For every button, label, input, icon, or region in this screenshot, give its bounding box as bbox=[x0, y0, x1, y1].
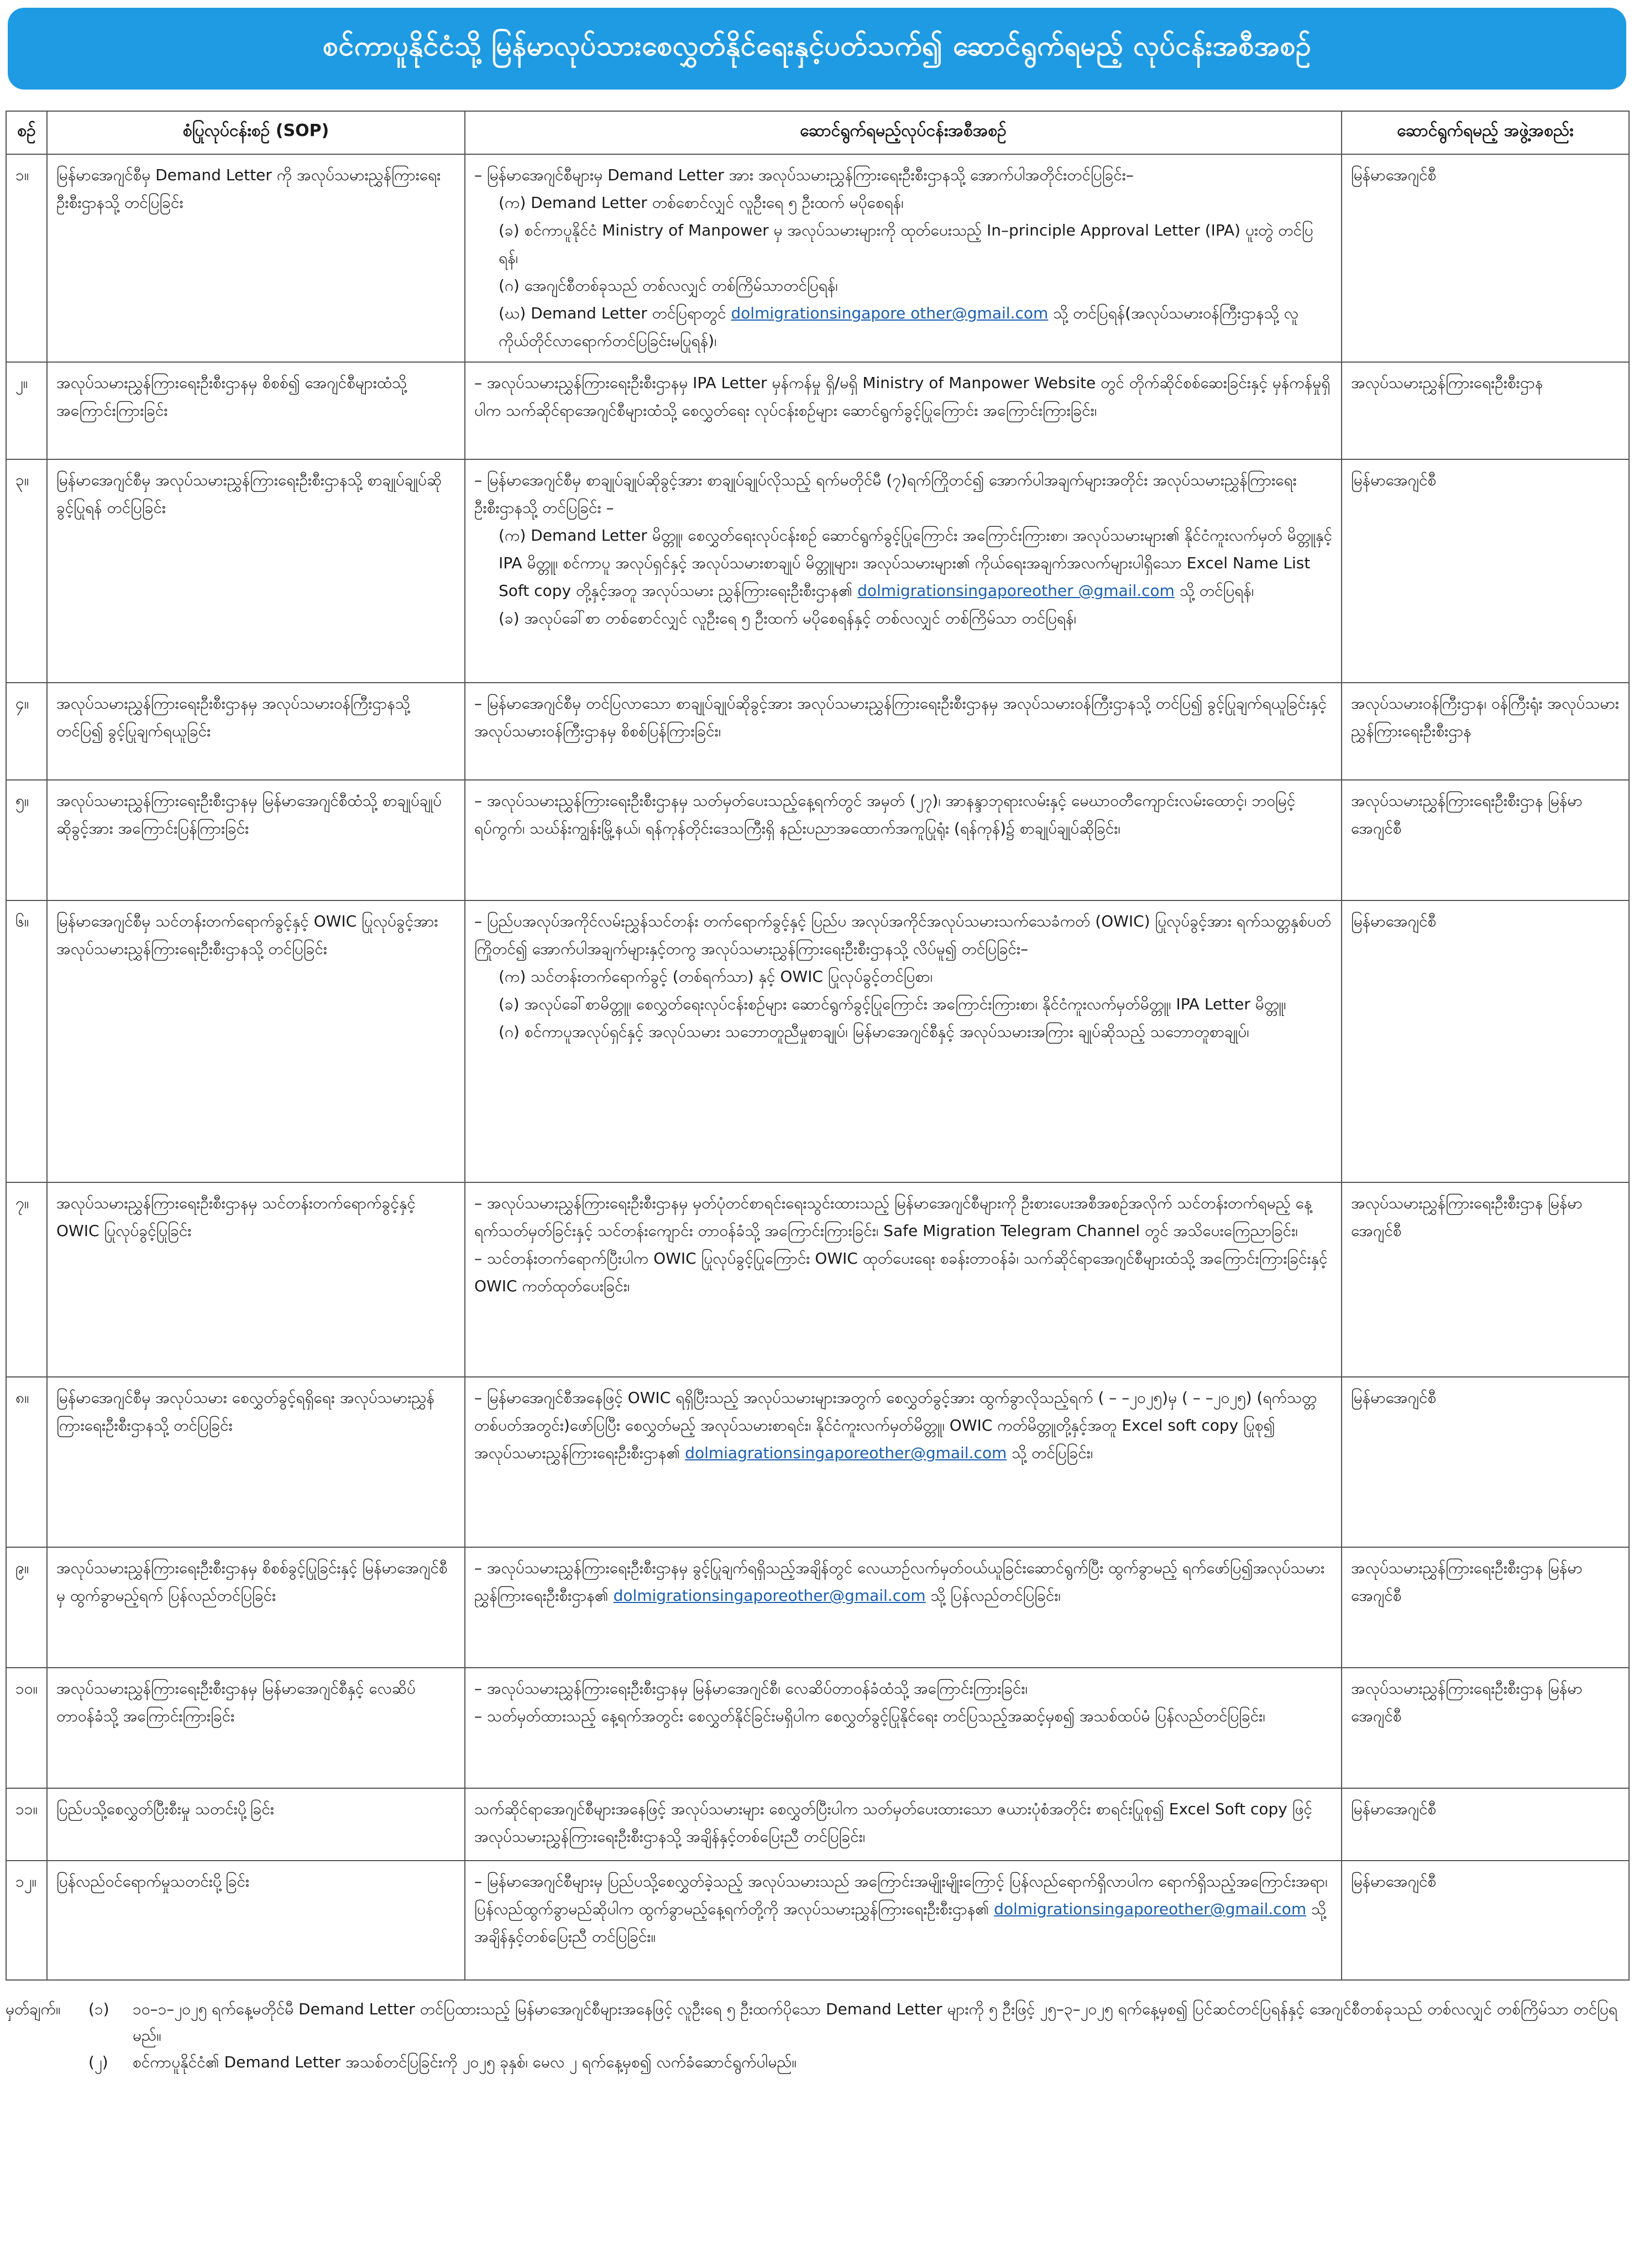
row-number: ၁။ bbox=[6, 154, 47, 362]
responsible-org: အလုပ်သမားဝန်ကြီးဌာန၊ ဝန်ကြီးရုံး အလုပ်သမားညွှန်ကြားရေးဦးစီးဌာန bbox=[1342, 683, 1629, 780]
row-number: ၈။ bbox=[6, 1377, 47, 1547]
process-line: (က) Demand Letter မိတ္တူ၊ စေလွှတ်ရေးလုပ်ငန်းစဉ် ဆောင်ရွက်ခွင့်ပြုကြောင်း အကြောင်းကြားစာ၊ အလုပ်သမားများ၏ နိုင်ငံကူးလက်မှတ် မိတ္တူနှင့် IPA မိတ္တူ၊ စင်ကာပူ အလုပ်ရှင်နှင့် အလုပ်သမားစာချုပ် မိတ္တူများ၊ အလုပ်သမားများ၏ ကိုယ်ရေးအချက်အလက်များပါရှိသော Excel Name List Soft copy တို့နှင့်အတူ အလုပ်သမား ညွှန်ကြားရေးဦးစီးဌာန၏ dolmigrationsingaporeother @gmail.com သို့ တင်ပြရန်၊ bbox=[499, 526, 1332, 600]
row-number: ၄။ bbox=[6, 683, 47, 780]
note-number: (၁) bbox=[88, 2000, 109, 2018]
table-row bbox=[6, 1547, 1629, 1668]
table-row bbox=[6, 1788, 1629, 1861]
table-row bbox=[6, 362, 1629, 459]
process-line: (ခ) စင်ကာပူနိုင်ငံ Ministry of Manpower မှ အလုပ်သမားများကို ထုတ်ပေးသည့် In–principle Approval Letter (IPA) ပူးတွဲ တင်ပြရန်၊ bbox=[499, 221, 1313, 267]
notes-label: မှတ်ချက်။ bbox=[6, 2000, 61, 2018]
table-row bbox=[6, 459, 1629, 683]
note-number: (၂) bbox=[88, 2053, 108, 2071]
sop-step: မြန်မာအေဂျင်စီမှ အလုပ်သမားညွှန်ကြားရေးဦးစီးဌာနသို့ စာချုပ်ချုပ်ဆိုခွင့်ပြုရန် တင်ပြခြင်း bbox=[47, 459, 465, 683]
sop-step: အလုပ်သမားညွှန်ကြားရေးဦးစီးဌာနမှ မြန်မာအေဂျင်စီထံသို့ စာချုပ်ချုပ်ဆိုခွင့်အား အကြောင်းပြန်ကြားခြင်း bbox=[47, 780, 465, 900]
responsible-org: မြန်မာအေဂျင်စီ bbox=[1342, 1377, 1629, 1547]
process-cell bbox=[465, 683, 1342, 780]
process-line: (ခ) အလုပ်ခေါ်စာမိတ္တူ၊ စေလွှတ်ရေးလုပ်ငန်းစဉ်များ ဆောင်ရွက်ခွင့်ပြုကြောင်း အကြောင်းကြားစာ၊ နိုင်ငံကူးလက်မှတ်မိတ္တူ၊ IPA Letter မိတ္တူ၊ bbox=[499, 995, 1286, 1013]
header-responsible: ဆောင်ရွက်ရမည့် အဖွဲ့အစည်း bbox=[1342, 111, 1629, 154]
sop-step: အလုပ်သမားညွှန်ကြားရေးဦးစီးဌာနမှ မြန်မာအေဂျင်စီနှင့် လေဆိပ်တာဝန်ခံသို့ အကြောင်းကြားခြင်း bbox=[47, 1668, 465, 1788]
process-line: – မြန်မာအေဂျင်စီမှ တင်ပြလာသော စာချုပ်ချုပ်ဆိုခွင့်အား အလုပ်သမားညွှန်ကြားရေးဦးစီးဌာနမှ အလုပ်သမားဝန်ကြီးဌာနသို့ တင်ပြ၍ ခွင့်ပြုချက်ရယူခြင်းနှင့် အလုပ်သမားဝန်ကြီးဌာနမှ စိစစ်ပြန်ကြားခြင်း၊ bbox=[474, 694, 1327, 740]
table-row bbox=[6, 1182, 1629, 1377]
sop-step: ပြည်ပသို့စေလွှတ်ပြီးစီးမှု သတင်းပို့ခြင်း bbox=[47, 1788, 465, 1861]
process-line: – အလုပ်သမားညွှန်ကြားရေးဦးစီးဌာနမှ IPA Letter မှန်ကန်မှု ရှိ/မရှိ Ministry of Manpower Website တွင် တိုက်ဆိုင်စစ်ဆေးခြင်းနှင့် မှန်ကန်မှုရှိပါက သက်ဆိုင်ရာအေဂျင်စီများထံသို့ စေလွှတ်ရေး လုပ်ငန်းစဉ်များ ဆောင်ရွက်ခွင့်ပြုကြောင်း အကြောင်းကြားခြင်း၊ bbox=[474, 374, 1331, 420]
row-number: ၂။ bbox=[6, 362, 47, 459]
notes-section bbox=[6, 1996, 1628, 2076]
process-line: (ဂ) စင်ကာပူအလုပ်ရှင်နှင့် အလုပ်သမား သဘောတူညီမှုစာချုပ်၊ မြန်မာအေဂျင်စီနှင့် အလုပ်သမားအကြား ချုပ်ဆိုသည့် သဘောတူစာချုပ်၊ bbox=[499, 1023, 1249, 1041]
header-no: စဉ် bbox=[6, 111, 47, 154]
process-cell bbox=[465, 1182, 1342, 1377]
responsible-org: မြန်မာအေဂျင်စီ bbox=[1342, 900, 1629, 1182]
process-cell bbox=[465, 459, 1342, 683]
process-cell bbox=[465, 1788, 1342, 1861]
responsible-org: အလုပ်သမားညွှန်ကြားရေးဦးစီးဌာန မြန်မာအေဂျင်စီ bbox=[1342, 780, 1629, 900]
title-banner bbox=[8, 8, 1626, 90]
row-number: ၅။ bbox=[6, 780, 47, 900]
sop-step: မြန်မာအေဂျင်စီမှ သင်တန်းတက်ရောက်ခွင့်နှင့် OWIC ပြုလုပ်ခွင့်အား အလုပ်သမားညွှန်ကြားရေးဦးစီးဌာနသို့ တင်ပြခြင်း bbox=[47, 900, 465, 1182]
row-number: ၁၂။ bbox=[6, 1861, 47, 1980]
process-line: – သတ်မှတ်ထားသည့် နေ့ရက်အတွင်း စေလွှတ်နိုင်ခြင်းမရှိပါက စေလွှတ်ခွင့်ပြုနိုင်ရေး တင်ပြသည့်အဆင့်မှစ၍ အသစ်ထပ်မံ ပြန်လည်တင်ပြခြင်း၊ bbox=[474, 1707, 1265, 1725]
table-row bbox=[6, 154, 1629, 362]
responsible-org: မြန်မာအေဂျင်စီ bbox=[1342, 459, 1629, 683]
process-line: – သင်တန်းတက်ရောက်ပြီးပါက OWIC ပြုလုပ်ခွင့်ပြုကြောင်း OWIC ထုတ်ပေးရေး စခန်းတာဝန်ခံ၊ သက်ဆိုင်ရာအေဂျင်စီများထံသို့ အကြောင်းကြားခြင်းနှင့် OWIC ကတ်ထုတ်ပေးခြင်း၊ bbox=[474, 1249, 1328, 1295]
sop-step: မြန်မာအေဂျင်စီမှ အလုပ်သမား စေလွှတ်ခွင့်ရရှိရေး အလုပ်သမားညွှန်ကြားရေးဦးစီးဌာနသို့ တင်ပြခြင်း bbox=[47, 1377, 465, 1547]
note-item bbox=[88, 1996, 1628, 2049]
row-number: ၇။ bbox=[6, 1182, 47, 1377]
page-title: စင်ကာပူနိုင်ငံသို့ မြန်မာလုပ်သားစေလွှတ်နိုင်ရေးနှင့်ပတ်သက်၍ ဆောင်ရွက်ရမည့် လုပ်ငန်းအစီအစဉ် bbox=[322, 29, 1312, 62]
responsible-org: မြန်မာအေဂျင်စီ bbox=[1342, 1861, 1629, 1980]
responsible-org: အလုပ်သမားညွှန်ကြားရေးဦးစီးဌာန မြန်မာအေဂျင်စီ bbox=[1342, 1668, 1629, 1788]
process-line: (က) Demand Letter တစ်စောင်လျှင် လူဦးရေ ၅ ဦးထက် မပိုစေရန်၊ bbox=[499, 193, 904, 212]
email-link[interactable]: dolmigrationsingaporeother@gmail.com bbox=[994, 1900, 1307, 1918]
header-sop: စံပြုလုပ်ငန်းစဉ် (SOP) bbox=[47, 111, 465, 154]
table-row bbox=[6, 1668, 1629, 1788]
process-line: – ပြည်ပအလုပ်အကိုင်လမ်းညွှန်သင်တန်း တက်ရောက်ခွင့်နှင့် ပြည်ပ အလုပ်အကိုင်အလုပ်သမားသက်သေခံကတ် (OWIC) ပြုလုပ်ခွင့်အား ရက်သတ္တနှစ်ပတ်ကြိုတင်၍ အောက်ပါအချက်များနှင့်တကွ အလုပ်သမားညွှန်ကြားရေးဦးစီးဌာနသို့ လိပ်မူ၍ တင်ပြခြင်း– bbox=[474, 912, 1332, 958]
row-number: ၉။ bbox=[6, 1547, 47, 1668]
responsible-org: မြန်မာအေဂျင်စီ bbox=[1342, 154, 1629, 362]
email-link[interactable]: dolmigrationsingaporeother@gmail.com bbox=[613, 1586, 926, 1605]
sop-step: ပြန်လည်ဝင်ရောက်မှုသတင်းပို့ခြင်း bbox=[47, 1861, 465, 1980]
table-row bbox=[6, 1377, 1629, 1547]
table-row bbox=[6, 1861, 1629, 1980]
process-line: (ခ) အလုပ်ခေါ်စာ တစ်စောင်လျှင် လူဦးရေ ၅ ဦးထက် မပိုစေရန်နှင့် တစ်လလျှင် တစ်ကြိမ်သာ တင်ပြရန်၊ bbox=[499, 609, 1076, 627]
process-cell bbox=[465, 362, 1342, 459]
note-item bbox=[88, 2049, 1628, 2076]
sop-step: အလုပ်သမားညွှန်ကြားရေးဦးစီးဌာနမှ စိစစ်၍ အေဂျင်စီများထံသို့ အကြောင်းကြားခြင်း bbox=[47, 362, 465, 459]
process-line: သက်ဆိုင်ရာအေဂျင်စီများအနေဖြင့် အလုပ်သမားများ စေလွှတ်ပြီးပါက သတ်မှတ်ပေးထားသော ဇယားပုံစံအတိုင်း စာရင်းပြုစု၍ Excel Soft copy ဖြင့် အလုပ်သမားညွှန်ကြားရေးဦးစီးဌာနသို့ အချိန်နှင့်တစ်ပြေးညီ တင်ပြခြင်း၊ bbox=[474, 1800, 1312, 1846]
process-line: – အလုပ်သမားညွှန်ကြားရေးဦးစီးဌာနမှ မြန်မာအေဂျင်စီ၊ လေဆိပ်တာဝန်ခံထံသို့ အကြောင်းကြားခြင်း၊ bbox=[474, 1679, 1028, 1698]
process-line: – မြန်မာအေဂျင်စီအနေဖြင့် OWIC ရရှိပြီးသည့် အလုပ်သမားများအတွက် စေလွှတ်ခွင့်အား ထွက်ခွာလိုသည့်ရက် ( – –၂၀၂၅)မှ ( – –၂၀၂၅) (ရက်သတ္တတစ်ပတ်အတွင်း)ဖော်ပြပြီး စေလွှတ်မည့် အလုပ်သမားစာရင်း၊ နိုင်ငံကူးလက်မှတ်မိတ္တူ၊ OWIC ကတ်မိတ္တူတို့နှင့်အတူ Excel soft copy ပြုစု၍ အလုပ်သမားညွှန်ကြားရေးဦးစီးဌာန၏ dolmiagrationsingaporeother@gmail.com သို့ တင်ပြခြင်း၊ bbox=[474, 1389, 1317, 1462]
table-row bbox=[6, 900, 1629, 1182]
row-number: ၆။ bbox=[6, 900, 47, 1182]
process-line: – အလုပ်သမားညွှန်ကြားရေးဦးစီးဌာနမှ သတ်မှတ်ပေးသည့်နေ့ရက်တွင် အမှတ် (၂၇)၊ အာနန္ဒာဘုရားလမ်းနှင့် မေဃာဝတီကျောင်းလမ်းထောင့်၊ ဘဝမြင့်ရပ်ကွက်၊ သဃ်န်းကျွန်းမြို့နယ်၊ ရန်ကုန်တိုင်းဒေသကြီးရှိ နည်းပညာအထောက်အကူပြုရုံး (ရန်ကုန်)၌ စာချုပ်ချုပ်ဆိုခြင်း၊ bbox=[474, 792, 1296, 837]
process-cell bbox=[465, 1861, 1342, 1980]
process-line: – မြန်မာအေဂျင်စီများမှ ပြည်ပသို့စေလွှတ်ခဲ့သည့် အလုပ်သမားသည် အကြောင်းအမျိုးမျိုးကြောင့် ပြန်လည်ရောက်ရှိလာပါက ရောက်ရှိသည့်အကြောင်းအရာ၊ ပြန်လည်ထွက်ခွာမည်ဆိုပါက ထွက်ခွာမည့်နေ့ရက်တို့ကို အလုပ်သမားညွှန်ကြားရေးဦးစီးဌာန၏ dolmigrationsingaporeother@gmail.com သို့ အချိန်နှင့်တစ်ပြေးညီ တင်ပြခြင်း။ bbox=[474, 1872, 1328, 1946]
process-cell bbox=[465, 1377, 1342, 1547]
process-line: – မြန်မာအေဂျင်စီမှ စာချုပ်ချုပ်ဆိုခွင့်အား စာချုပ်ချုပ်လိုသည့် ရက်မတိုင်မီ (၇)ရက်ကြိုတင်၍ အောက်ပါအချက်များအတိုင်း အလုပ်သမားညွှန်ကြားရေးဦးစီးဌာနသို့ တင်ပြခြင်း – bbox=[474, 471, 1297, 517]
table-row bbox=[6, 683, 1629, 780]
process-line: – အလုပ်သမားညွှန်ကြားရေးဦးစီးဌာနမှ မှတ်ပုံတင်စာရင်းရေးသွင်းထားသည့် မြန်မာအေဂျင်စီများကို ဦးစားပေးအစီအစဉ်အလိုက် သင်တန်းတက်ရမည့် နေ့ရက်သတ်မှတ်ခြင်းနှင့် သင်တန်းကျောင်း တာဝန်ခံသို့ အကြောင်းကြားခြင်း၊ Safe Migration Telegram Channel တွင် အသိပေးကြေညာခြင်း၊ bbox=[474, 1194, 1312, 1240]
process-cell bbox=[465, 1668, 1342, 1788]
sop-table bbox=[6, 111, 1630, 1981]
process-line: – အလုပ်သမားညွှန်ကြားရေးဦးစီးဌာနမှ ခွင့်ပြုချက်ရရှိသည့်အချိန်တွင် လေယာဉ်လက်မှတ်ဝယ်ယူခြင်းဆောင်ရွက်ပြီး ထွက်ခွာမည့် ရက်ဖော်ပြ၍အလုပ်သမားညွှန်ကြားရေးဦးစီးဌာန၏ dolmigrationsingaporeother@gmail.com သို့ ပြန်လည်တင်ပြခြင်း၊ bbox=[474, 1559, 1325, 1605]
header-process: ဆောင်ရွက်ရမည့်လုပ်ငန်းအစီအစဉ် bbox=[465, 111, 1342, 154]
process-cell bbox=[465, 780, 1342, 900]
process-line: (က) သင်တန်းတက်ရောက်ခွင့် (တစ်ရက်သာ) နှင့် OWIC ပြုလုပ်ခွင့်တင်ပြစာ၊ bbox=[499, 967, 933, 986]
responsible-org: အလုပ်သမားညွှန်ကြားရေးဦးစီးဌာန မြန်မာအေဂျင်စီ bbox=[1342, 1547, 1629, 1668]
row-number: ၁၁။ bbox=[6, 1788, 47, 1861]
process-line: – မြန်မာအေဂျင်စီများမှ Demand Letter အား အလုပ်သမားညွှန်ကြားရေးဦးစီးဌာနသို့ အောက်ပါအတိုင်းတင်ပြခြင်း– bbox=[474, 166, 1134, 184]
process-cell bbox=[465, 154, 1342, 362]
process-line: (ဂ) အေဂျင်စီတစ်ခုသည် တစ်လလျှင် တစ်ကြိမ်သာတင်ပြရန်၊ bbox=[499, 276, 838, 295]
email-link[interactable]: dolmigrationsingapore other@gmail.com bbox=[731, 304, 1049, 322]
table-header-row bbox=[6, 111, 1629, 154]
note-text: စင်ကာပူနိုင်ငံ၏ Demand Letter အသစ်တင်ပြခြင်းကို ၂၀၂၅ ခုနှစ်၊ မေလ ၂ ရက်နေ့မှစ၍ လက်ခံဆောင်ရွက်ပါမည်။ bbox=[133, 2053, 797, 2071]
responsible-org: အလုပ်သမားညွှန်ကြားရေးဦးစီးဌာန မြန်မာအေဂျင်စီ bbox=[1342, 1182, 1629, 1377]
process-cell bbox=[465, 1547, 1342, 1668]
sop-step: အလုပ်သမားညွှန်ကြားရေးဦးစီးဌာနမှ အလုပ်သမားဝန်ကြီးဌာနသို့ တင်ပြ၍ ခွင့်ပြုချက်ရယူခြင်း bbox=[47, 683, 465, 780]
sop-step: အလုပ်သမားညွှန်ကြားရေးဦးစီးဌာနမှ သင်တန်းတက်ရောက်ခွင့်နှင့် OWIC ပြုလုပ်ခွင့်ပြုခြင်း bbox=[47, 1182, 465, 1377]
responsible-org: မြန်မာအေဂျင်စီ bbox=[1342, 1788, 1629, 1861]
table-row bbox=[6, 780, 1629, 900]
notes-list bbox=[88, 1996, 1628, 2076]
responsible-org: အလုပ်သမားညွှန်ကြားရေးဦးစီးဌာန bbox=[1342, 362, 1629, 459]
table-body bbox=[6, 154, 1629, 1980]
row-number: ၃။ bbox=[6, 459, 47, 683]
email-link[interactable]: dolmigrationsingaporeother @gmail.com bbox=[857, 582, 1175, 600]
sop-step: မြန်မာအေဂျင်စီမှ Demand Letter ကို အလုပ်သမားညွှန်ကြားရေးဦးစီးဌာနသို့ တင်ပြခြင်း bbox=[47, 154, 465, 362]
sop-step: အလုပ်သမားညွှန်ကြားရေးဦးစီးဌာနမှ စိစစ်ခွင့်ပြုခြင်းနှင့် မြန်မာအေဂျင်စီမှ ထွက်ခွာမည့်ရက် ပြန်လည်တင်ပြခြင်း bbox=[47, 1547, 465, 1668]
process-line: (ဃ) Demand Letter တင်ပြရာတွင် dolmigrationsingapore other@gmail.com သို့ တင်ပြရန်(အလုပ်သမားဝန်ကြီးဌာနသို့ လူကိုယ်တိုင်လာရောက်တင်ပြခြင်းမပြုရန်)၊ bbox=[499, 304, 1298, 350]
process-cell bbox=[465, 900, 1342, 1182]
row-number: ၁၀။ bbox=[6, 1668, 47, 1788]
note-text: ၁၀–၁–၂၀၂၅ ရက်နေ့မတိုင်မီ Demand Letter တင်ပြထားသည့် မြန်မာအေဂျင်စီများအနေဖြင့် လူဦးရေ ၅ ဦးထက်ပိုသော Demand Letter များကို ၅ ဦးဖြင့် ၂၅–၃–၂၀၂၅ ရက်နေ့မှစ၍ ပြင်ဆင်တင်ပြရန်နှင့် အေဂျင်စီတစ်ခုသည် တစ်လလျှင် တစ်ကြိမ်သာ တင်ပြရမည်။ bbox=[133, 2000, 1617, 2045]
email-link[interactable]: dolmiagrationsingaporeother@gmail.com bbox=[685, 1444, 1007, 1462]
